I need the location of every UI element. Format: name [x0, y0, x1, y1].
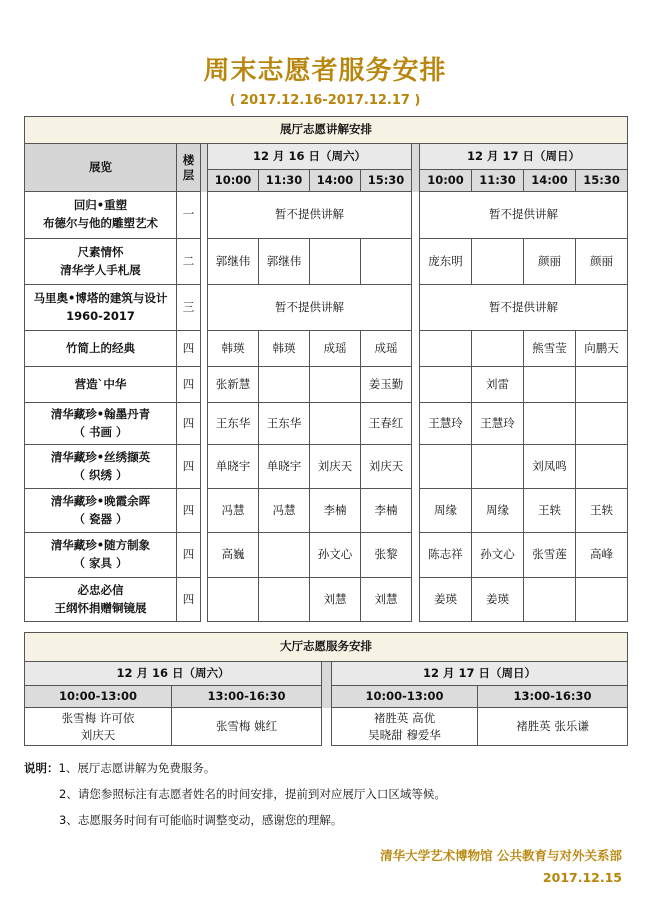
hall-volunteer-cell: [332, 708, 478, 746]
column-separator: [201, 445, 208, 489]
exhibit-name-line: 清华藏珍•随方制象: [50, 538, 151, 553]
volunteer-cell: 刘庆天: [361, 445, 412, 489]
hall-volunteer-names: 张雪梅 许可依: [61, 711, 135, 726]
volunteer-cell: [472, 445, 524, 489]
exhibit-name: [25, 489, 177, 533]
time-slot-header: 11:30: [472, 170, 524, 192]
day2-header: 12 月 17 日（周日）: [420, 144, 628, 170]
volunteer-cell: 颜丽: [524, 239, 576, 285]
volunteer-cell: [310, 403, 361, 445]
volunteer-cell: 王春红: [361, 403, 412, 445]
no-tour-cell: 暂不提供讲解: [208, 192, 412, 239]
volunteer-cell: 王轶: [576, 489, 628, 533]
day1-header: 12 月 16 日（周六）: [208, 144, 412, 170]
exhibit-name-line: （ 瓷器 ）: [73, 511, 128, 526]
hall-volunteer-names: 褚胜英 高优: [373, 711, 436, 726]
volunteer-cell: 韩瑛: [259, 331, 310, 367]
volunteer-cell: 刘雷: [472, 367, 524, 403]
floor-column-header: [177, 144, 201, 192]
volunteer-cell: 冯慧: [208, 489, 259, 533]
volunteer-cell: 向鹏天: [576, 331, 628, 367]
volunteer-cell: [310, 239, 361, 285]
hall-slot-header: 10:00-13:00: [332, 686, 478, 708]
column-separator: [201, 331, 208, 367]
volunteer-cell: 单晓宇: [208, 445, 259, 489]
exhibit-name: [25, 239, 177, 285]
volunteer-cell: 郭继伟: [259, 239, 310, 285]
volunteer-cell: [576, 578, 628, 622]
time-slot-header: 14:00: [310, 170, 361, 192]
hall-day1-header: 12 月 16 日（周六）: [25, 662, 322, 686]
column-separator: [201, 239, 208, 285]
column-separator: [201, 578, 208, 622]
volunteer-cell: 单晓宇: [259, 445, 310, 489]
exhibit-name-line: 布德尔与他的雕塑艺术: [43, 216, 158, 230]
column-separator: [201, 144, 208, 192]
column-separator: [412, 403, 420, 445]
volunteer-cell: 姜瑛: [420, 578, 472, 622]
volunteer-cell: 刘凤鸣: [524, 445, 576, 489]
volunteer-cell: 李楠: [361, 489, 412, 533]
hall-volunteer-cell: [172, 708, 322, 746]
hall-slot-header: 10:00-13:00: [25, 686, 172, 708]
table-row: [25, 489, 628, 533]
exhibit-name-line: 清华藏珍•晚霞余晖: [50, 493, 151, 508]
volunteer-cell: 孙文心: [310, 533, 361, 578]
table-row: [25, 285, 628, 331]
column-separator: [412, 331, 420, 367]
volunteer-cell: 刘庆天: [310, 445, 361, 489]
column-separator: [412, 367, 420, 403]
exhibit-name: [25, 403, 177, 445]
exhibit-name-line: （ 书画 ）: [73, 424, 128, 439]
exhibit-section-heading: 展厅志愿讲解安排: [25, 117, 628, 144]
floor-header-char: 层: [182, 167, 195, 182]
volunteer-cell: 王东华: [259, 403, 310, 445]
volunteer-cell: 王慧玲: [472, 403, 524, 445]
exhibit-name-line: 清华藏珍•丝绣撷英: [50, 449, 151, 464]
column-separator: [412, 192, 420, 239]
note-item: 3、志愿服务时间有可能临时调整变动，感谢您的理解。: [59, 813, 343, 827]
volunteer-cell: 姜玉勤: [361, 367, 412, 403]
table-row: [25, 239, 628, 285]
volunteer-cell: 李楠: [310, 489, 361, 533]
column-separator: [412, 445, 420, 489]
volunteer-cell: 熊雪莹: [524, 331, 576, 367]
volunteer-cell: [208, 578, 259, 622]
volunteer-cell: 成瑶: [361, 331, 412, 367]
no-tour-cell: 暂不提供讲解: [420, 192, 628, 239]
volunteer-cell: 姜瑛: [472, 578, 524, 622]
hall-schedule-table: [24, 632, 628, 746]
volunteer-cell: 成瑶: [310, 331, 361, 367]
volunteer-cell: [576, 445, 628, 489]
volunteer-cell: 韩瑛: [208, 331, 259, 367]
hall-volunteer-names: 张雪梅 姚红: [215, 719, 278, 734]
exhibit-name-line: 1960-2017: [66, 308, 135, 323]
exhibit-column-header: 展览: [25, 144, 177, 192]
note-item: 说明：1、展厅志愿讲解为免费服务。: [24, 761, 216, 775]
volunteer-cell: 周缘: [420, 489, 472, 533]
volunteer-cell: [259, 367, 310, 403]
exhibit-name: [25, 285, 177, 331]
column-separator: [201, 489, 208, 533]
volunteer-cell: 刘慧: [361, 578, 412, 622]
column-separator: [201, 192, 208, 239]
exhibit-name: [25, 578, 177, 622]
column-separator: [201, 285, 208, 331]
floor-cell: 四: [177, 578, 201, 622]
column-separator: [201, 403, 208, 445]
notes-label: 说明：: [24, 761, 59, 775]
exhibit-name-line: 尺素情怀: [77, 244, 124, 259]
volunteer-cell: 张雪莲: [524, 533, 576, 578]
hall-volunteer-names: 褚胜英 张乐谦: [516, 719, 589, 734]
table-row: [25, 445, 628, 489]
volunteer-cell: 冯慧: [259, 489, 310, 533]
column-separator: [412, 144, 420, 192]
floor-header-char: 楼: [182, 152, 195, 167]
exhibit-name-line: 营造`中华: [74, 376, 127, 391]
exhibit-name-line: 清华藏珍•翰墨丹青: [50, 406, 151, 421]
exhibit-name-line: 竹简上的经典: [66, 340, 135, 355]
volunteer-cell: [259, 533, 310, 578]
floor-cell: 四: [177, 489, 201, 533]
column-separator: [412, 489, 420, 533]
hall-volunteer-names: 刘庆天: [80, 727, 116, 742]
hall-volunteer-cell: [478, 708, 628, 746]
volunteer-cell: 颜丽: [576, 239, 628, 285]
volunteer-cell: [524, 367, 576, 403]
exhibit-name-line: （ 家具 ）: [73, 556, 128, 570]
table-row: [25, 533, 628, 578]
volunteer-cell: 庞东明: [420, 239, 472, 285]
hall-section-heading: 大厅志愿服务安排: [25, 633, 628, 662]
no-tour-cell: 暂不提供讲解: [420, 285, 628, 331]
exhibit-name: [25, 367, 177, 403]
floor-cell: 三: [177, 285, 201, 331]
volunteer-cell: [576, 403, 628, 445]
no-tour-cell: 暂不提供讲解: [208, 285, 412, 331]
exhibit-name: [25, 192, 177, 239]
volunteer-cell: 高峰: [576, 533, 628, 578]
volunteer-cell: [472, 239, 524, 285]
exhibit-name-line: 必忠必信: [77, 582, 124, 597]
exhibit-name-line: （ 织绣 ）: [73, 467, 128, 482]
exhibit-name: [25, 445, 177, 489]
time-slot-header: 15:30: [576, 170, 628, 192]
page-title: 周末志愿者服务安排: [203, 56, 447, 86]
column-separator: [412, 578, 420, 622]
volunteer-cell: 孙文心: [472, 533, 524, 578]
column-separator: [412, 533, 420, 578]
floor-cell: 四: [177, 367, 201, 403]
floor-cell: 四: [177, 445, 201, 489]
volunteer-cell: [420, 331, 472, 367]
exhibit-name-line: 马里奥•博塔的建筑与设计: [33, 290, 168, 305]
volunteer-cell: [420, 445, 472, 489]
time-slot-header: 10:00: [208, 170, 259, 192]
volunteer-cell: 高巍: [208, 533, 259, 578]
volunteer-cell: [576, 367, 628, 403]
volunteer-cell: 张新慧: [208, 367, 259, 403]
column-separator: [412, 285, 420, 331]
volunteer-cell: 王慧玲: [420, 403, 472, 445]
table-row: [25, 578, 628, 622]
hall-volunteer-names: 吴晓甜 穆爱华: [368, 727, 441, 742]
volunteer-cell: [524, 403, 576, 445]
note-item: 2、请您参照标注有志愿者姓名的时间安排，提前到对应展厅入口区域等候。: [59, 787, 446, 801]
volunteer-cell: [310, 367, 361, 403]
volunteer-cell: [259, 578, 310, 622]
table-row: [25, 367, 628, 403]
table-row: [25, 403, 628, 445]
column-separator: [412, 239, 420, 285]
time-slot-header: 10:00: [420, 170, 472, 192]
date-range-subtitle: ( 2017.12.16-2017.12.17 ): [229, 93, 421, 108]
time-slot-header: 11:30: [259, 170, 310, 192]
volunteer-cell: 陈志祥: [420, 533, 472, 578]
time-slot-header: 14:00: [524, 170, 576, 192]
volunteer-cell: 郭继伟: [208, 239, 259, 285]
volunteer-cell: 刘慧: [310, 578, 361, 622]
volunteer-cell: [420, 367, 472, 403]
hall-volunteer-cell: [25, 708, 172, 746]
exhibit-name-line: 王纲怀捐赠铜镜展: [54, 600, 147, 615]
hall-day2-header: 12 月 17 日（周日）: [332, 662, 628, 686]
footer-date: 2017.12.15: [542, 870, 622, 885]
exhibit-name: [25, 533, 177, 578]
hall-slot-header: 13:00-16:30: [478, 686, 628, 708]
exhibit-name: [25, 331, 177, 367]
floor-cell: 四: [177, 533, 201, 578]
hall-slot-header: 13:00-16:30: [172, 686, 322, 708]
volunteer-cell: [472, 331, 524, 367]
table-row: [25, 331, 628, 367]
volunteer-cell: 王东华: [208, 403, 259, 445]
floor-cell: 四: [177, 331, 201, 367]
exhibit-name-line: 清华学人手札展: [60, 262, 141, 277]
column-separator: [322, 708, 332, 746]
time-slot-header: 15:30: [361, 170, 412, 192]
column-separator: [322, 662, 332, 708]
volunteer-cell: [361, 239, 412, 285]
column-separator: [201, 533, 208, 578]
volunteer-cell: 王轶: [524, 489, 576, 533]
volunteer-cell: 周缘: [472, 489, 524, 533]
footer-organization: 清华大学艺术博物馆 公共教育与对外关系部: [380, 848, 622, 863]
volunteer-cell: 张黎: [361, 533, 412, 578]
volunteer-cell: [524, 578, 576, 622]
exhibit-name-line: 回归•重塑: [73, 198, 128, 213]
exhibit-schedule-table: [24, 116, 628, 622]
column-separator: [201, 367, 208, 403]
floor-cell: 四: [177, 403, 201, 445]
table-row: [25, 192, 628, 239]
floor-cell: 一: [177, 192, 201, 239]
floor-cell: 二: [177, 239, 201, 285]
